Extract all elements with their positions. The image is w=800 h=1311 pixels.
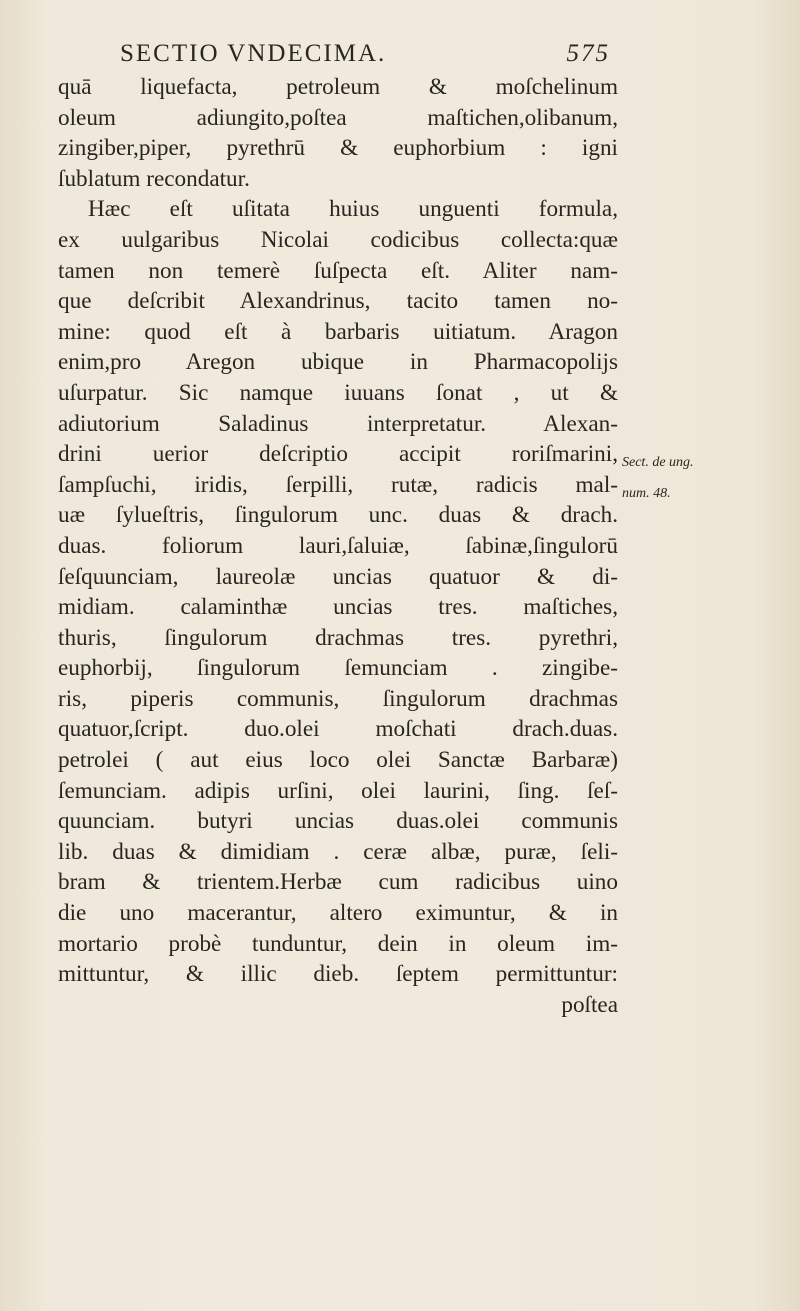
- text-line: enim,pro Aregon ubique in Pharmacopolijs: [58, 349, 618, 376]
- running-title: SECTIO VNDECIMA.: [120, 40, 387, 67]
- text-line: tamen non temerè ſuſpecta eſt. Aliter nam-: [58, 257, 618, 284]
- text-line: ris, piperis communis, ſingulorum drachmas: [58, 685, 618, 712]
- text-line: ſampſuchi, iridis, ſerpilli, rutæ, radicis mal-: [58, 471, 618, 498]
- catchword: poſtea: [561, 991, 618, 1018]
- margin-note-line: num. 48.: [622, 485, 671, 501]
- text-line: thuris, ſingulorum drachmas tres. pyrethri,: [58, 624, 618, 651]
- text-line: drini uerior deſcriptio accipit roriſmarini,: [58, 441, 618, 468]
- text-line: ſemunciam. adipis urſini, olei laurini, ſing. ſeſ-: [58, 777, 618, 804]
- text-line: euphorbij, ſingulorum ſemunciam . zingibe-: [58, 655, 618, 682]
- page-number: 575: [566, 40, 610, 67]
- text-line: mortario probè tunduntur, dein in oleum im-: [58, 930, 618, 957]
- text-line: quatuor,ſcript. duo.olei moſchati drach.duas.: [58, 716, 618, 743]
- text-line: Hæc eſt uſitata huius unguenti formula,: [88, 196, 618, 223]
- text-line: uæ ſylueſtris, ſingulorum unc. duas & drach.: [58, 502, 618, 529]
- text-line: die uno macerantur, altero eximuntur, & in: [58, 900, 618, 927]
- margin-note-line: Sect. de ung.: [622, 455, 694, 470]
- text-line: midiam. calaminthæ uncias tres. maſtiches,: [58, 594, 618, 621]
- margin-note: [622, 448, 782, 509]
- text-line: quunciam. butyri uncias duas.olei communis: [58, 808, 618, 835]
- running-head: [120, 40, 610, 74]
- text-line: que deſcribit Alexandrinus, tacito tamen no-: [58, 288, 618, 315]
- text-line: zingiber,piper, pyrethrū & euphorbium : igni: [58, 135, 618, 162]
- text-line: lib. duas & dimidiam . ceræ albæ, puræ, ſeli-: [58, 838, 618, 865]
- text-line: mine: quod eſt à barbaris uitiatum. Aragon: [58, 318, 618, 345]
- text-line: duas. foliorum lauri,ſaluiæ, ſabinæ,ſingulorū: [58, 532, 618, 559]
- text-line: ſeſquunciam, laureolæ uncias quatuor & di-: [58, 563, 618, 590]
- text-line: oleum adiungito,poſtea maſtichen,olibanum,: [58, 104, 618, 131]
- text-line: mittuntur, & illic dieb. ſeptem permittuntur:: [58, 961, 618, 988]
- text-line: adiutorium Saladinus interpretatur. Alexan-: [58, 410, 618, 437]
- text-line: bram & trientem.Herbæ cum radicibus uino: [58, 869, 618, 896]
- body-text: [58, 72, 618, 1020]
- text-line: uſurpatur. Sic namque iuuans ſonat , ut &: [58, 379, 618, 406]
- text-line: petrolei ( aut eius loco olei Sanctæ Barbaræ): [58, 747, 618, 774]
- text-line: ex uulgaribus Nicolai codicibus collecta:quæ: [58, 226, 618, 253]
- text-line: ſublatum recondatur.: [58, 165, 250, 192]
- text-line: quā liquefacta, petroleum & moſchelinum: [58, 74, 618, 100]
